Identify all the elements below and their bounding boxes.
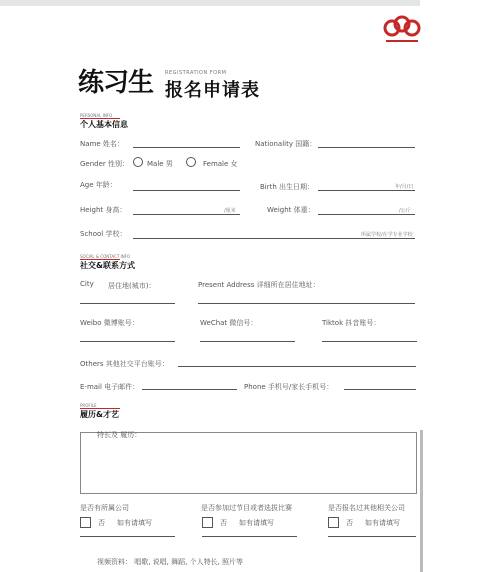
social-section-title: 社交&联系方式 [80,261,135,270]
other-company-no-checkbox[interactable] [328,517,339,528]
company-logo [380,14,424,48]
profile-section-en: PROFILE [80,403,97,408]
social-section-en: SOCIAL & CONTACT INFO [80,254,131,259]
weibo-label: Weibo 微博账号： [80,319,139,327]
contest-no-checkbox[interactable] [202,517,213,528]
city-zh-label: 居住地(城市)： [108,282,156,290]
others-label: Others 其他社交平台账号： [80,360,169,368]
top-bar [0,0,420,6]
female-radio[interactable] [186,157,196,167]
birth-hint: 年/月/日 [395,184,414,190]
height-unit: /厘米 [224,208,236,214]
height-field[interactable] [133,214,240,215]
email-label: E-mail 电子邮件： [80,383,140,391]
email-field[interactable] [142,389,237,390]
birth-field[interactable] [318,190,415,191]
weight-unit: /公斤 [399,208,411,214]
weight-field[interactable] [318,214,415,215]
wechat-field[interactable] [200,341,295,342]
page-edge [420,430,423,572]
age-field[interactable] [133,190,240,191]
address-field[interactable] [198,303,415,304]
weibo-field[interactable] [80,341,175,342]
profile-section-title: 履历&才艺 [80,410,119,419]
height-label: Height 身高： [80,206,127,214]
other-company-field[interactable] [328,536,416,537]
other-company-fill-hint: 如有请填写 [365,519,400,527]
nationality-label: Nationality 国籍： [255,140,317,148]
section-underline [80,118,120,119]
registration-form-label: REGISTRATION FORM [165,70,227,76]
age-label: Age 年龄： [80,181,117,189]
city-label: City [80,280,94,288]
personal-section-title: 个人基本信息 [80,120,128,129]
company-no-checkbox[interactable] [80,517,91,528]
contest-field[interactable] [202,536,297,537]
school-field[interactable] [133,238,415,239]
contest-no-label: 否 [220,519,227,527]
male-label: Male 男 [147,160,173,168]
trainee-heading: 练习生 [78,68,154,98]
company-fill-hint: 如有请填写 [117,519,152,527]
company-no-label: 否 [98,519,105,527]
city-field[interactable] [80,303,175,304]
tiktok-label: Tiktok 抖音账号： [322,319,381,327]
video-materials-label: 视频资料： 唱歌, 说唱, 舞蹈, 个人特长, 照片等 [97,558,244,566]
other-company-no-label: 否 [346,519,353,527]
name-label: Name 姓名： [80,140,124,148]
school-label: School 学校： [80,230,127,238]
wechat-label: WeChat 微信号： [200,319,258,327]
form-title: 报名申请表 [165,80,260,101]
address-label: Present Address 详细所在居住地址： [198,281,320,289]
birth-label: Birth 出生日期： [260,183,315,191]
section-underline [80,408,120,409]
school-hint: 所属学校/在学专业学校 [361,232,413,238]
contest-question: 是否参加过节目或者选拔比赛 [201,504,292,512]
other-company-question: 是否报名过其他相关公司 [328,504,405,512]
phone-field[interactable] [344,389,416,390]
gender-label: Gender 性别： [80,160,130,168]
company-question: 是否有所属公司 [80,504,129,512]
female-label: Female 女 [203,160,238,168]
phone-label: Phone 手机号/家长手机号： [244,383,334,391]
weight-label: Weight 体重： [267,206,315,214]
tiktok-field[interactable] [322,341,417,342]
talents-label: 特长及 履历： [97,431,142,439]
section-underline [80,259,120,260]
personal-section-en: PERSONAL INFO [80,113,113,118]
nationality-field[interactable] [318,147,415,148]
others-field[interactable] [178,366,416,367]
company-field[interactable] [80,536,175,537]
contest-fill-hint: 如有请填写 [239,519,274,527]
male-radio[interactable] [133,157,143,167]
talents-textarea[interactable] [80,432,417,494]
name-field[interactable] [133,147,240,148]
